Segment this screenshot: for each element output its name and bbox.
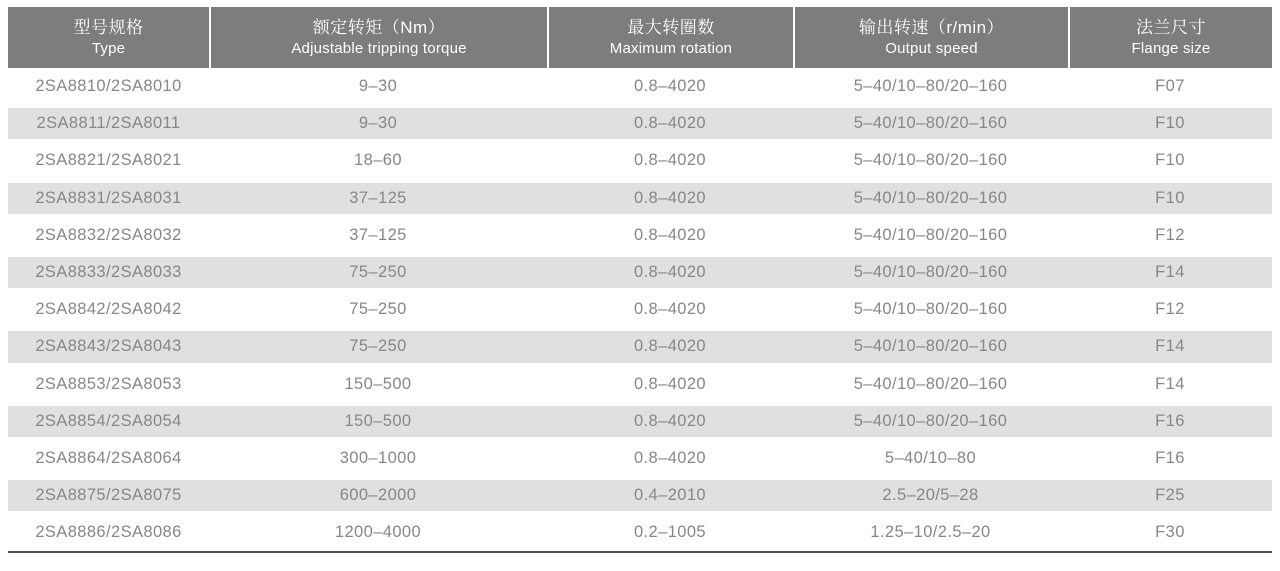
cell-speed: 5–40/10–80/20–160 <box>853 77 1008 96</box>
cell-torque: 9–30 <box>209 105 547 142</box>
cell-speed: 5–40/10–80/20–160 <box>793 105 1068 142</box>
cell-torque: 75–250 <box>349 300 407 319</box>
cell-type: 2SA8833/2SA8033 <box>8 254 209 291</box>
cell-rotation: 0.8–4020 <box>633 77 707 96</box>
cell-speed: 5–40/10–80/20–160 <box>793 328 1068 365</box>
cell-torque: 600–2000 <box>209 477 547 514</box>
cell-type: 2SA8886/2SA8086 <box>35 523 182 542</box>
table-row <box>8 366 1272 403</box>
cell-rotation: 0.8–4020 <box>633 225 707 244</box>
cell-torque: 37–125 <box>209 180 547 217</box>
header-speed <box>793 7 1068 68</box>
header-speed-zh: 输出转速（r/min） <box>858 17 1005 37</box>
table-row <box>8 291 1272 328</box>
cell-speed: 5–40/10–80/20–160 <box>853 300 1008 319</box>
cell-torque: 75–250 <box>209 328 547 365</box>
table-row <box>8 403 1272 440</box>
cell-torque: 75–250 <box>209 254 547 291</box>
table-row <box>8 254 1272 291</box>
cell-speed: 2.5–20/5–28 <box>793 477 1068 514</box>
cell-type: 2SA8843/2SA8043 <box>8 328 209 365</box>
table-row <box>8 68 1272 105</box>
cell-flange: F10 <box>1155 151 1185 170</box>
cell-type: 2SA8854/2SA8054 <box>8 403 209 440</box>
cell-flange: F14 <box>1068 328 1272 365</box>
header-type-en: Type <box>91 40 126 58</box>
specification-table <box>8 7 1272 553</box>
cell-rotation: 0.8–4020 <box>633 448 707 467</box>
cell-type: 2SA8831/2SA8031 <box>8 180 209 217</box>
table-header <box>8 7 1272 68</box>
header-flange <box>1068 7 1272 68</box>
cell-speed: 5–40/10–80/20–160 <box>853 151 1008 170</box>
table-row <box>8 142 1272 179</box>
cell-rotation: 0.8–4020 <box>547 105 793 142</box>
cell-speed: 1.25–10/2.5–20 <box>870 523 991 542</box>
cell-type: 2SA8811/2SA8011 <box>8 105 209 142</box>
cell-flange: F07 <box>1155 77 1185 96</box>
cell-speed: 5–40/10–80/20–160 <box>793 403 1068 440</box>
table-body <box>8 68 1272 551</box>
cell-rotation: 0.8–4020 <box>547 254 793 291</box>
cell-torque: 300–1000 <box>339 448 417 467</box>
table-row <box>8 477 1272 514</box>
cell-flange: F14 <box>1068 254 1272 291</box>
table-row <box>8 105 1272 142</box>
table-row <box>8 514 1272 551</box>
cell-torque: 150–500 <box>209 403 547 440</box>
cell-type: 2SA8853/2SA8053 <box>35 374 182 393</box>
header-row <box>8 7 1272 68</box>
header-type-zh: 型号规格 <box>73 17 144 37</box>
cell-rotation: 0.8–4020 <box>547 180 793 217</box>
cell-flange: F10 <box>1068 180 1272 217</box>
cell-torque: 1200–4000 <box>334 523 422 542</box>
cell-speed: 5–40/10–80/20–160 <box>793 180 1068 217</box>
cell-speed: 5–40/10–80/20–160 <box>853 374 1008 393</box>
cell-torque: 150–500 <box>344 374 412 393</box>
cell-type: 2SA8864/2SA8064 <box>35 448 182 467</box>
cell-flange: F16 <box>1068 403 1272 440</box>
header-rotation-zh: 最大转圈数 <box>627 17 715 37</box>
cell-flange: F30 <box>1155 523 1185 542</box>
cell-rotation: 0.8–4020 <box>633 300 707 319</box>
cell-flange: F14 <box>1155 374 1185 393</box>
table-row <box>8 180 1272 217</box>
cell-speed: 5–40/10–80/20–160 <box>793 254 1068 291</box>
cell-type: 2SA8832/2SA8032 <box>35 225 182 244</box>
cell-torque: 9–30 <box>358 77 398 96</box>
table-row <box>8 440 1272 477</box>
cell-rotation: 0.8–4020 <box>633 151 707 170</box>
header-flange-en: Flange size <box>1131 40 1211 58</box>
cell-torque: 18–60 <box>354 151 402 170</box>
cell-speed: 5–40/10–80 <box>884 448 977 467</box>
table-row <box>8 328 1272 365</box>
cell-flange: F12 <box>1155 300 1185 319</box>
cell-flange: F16 <box>1155 448 1185 467</box>
header-torque <box>209 7 547 68</box>
cell-flange: F25 <box>1068 477 1272 514</box>
cell-rotation: 0.8–4020 <box>547 328 793 365</box>
cell-speed: 5–40/10–80/20–160 <box>853 225 1008 244</box>
cell-type: 2SA8810/2SA8010 <box>35 77 182 96</box>
cell-torque: 37–125 <box>349 225 407 244</box>
header-type <box>8 7 209 68</box>
cell-type: 2SA8842/2SA8042 <box>35 300 182 319</box>
cell-rotation: 0.8–4020 <box>547 403 793 440</box>
header-speed-en: Output speed <box>885 40 978 58</box>
header-flange-zh: 法兰尺寸 <box>1136 17 1206 37</box>
cell-type: 2SA8821/2SA8021 <box>35 151 182 170</box>
header-rotation <box>547 7 793 68</box>
table-row <box>8 217 1272 254</box>
header-torque-zh: 额定转矩（Nm） <box>312 17 446 37</box>
cell-type: 2SA8875/2SA8075 <box>8 477 209 514</box>
cell-rotation: 0.2–1005 <box>633 523 707 542</box>
header-torque-en: Adjustable tripping torque <box>291 40 467 58</box>
cell-rotation: 0.4–2010 <box>547 477 793 514</box>
cell-flange: F10 <box>1068 105 1272 142</box>
header-rotation-en: Maximum rotation <box>609 40 733 58</box>
cell-flange: F12 <box>1155 225 1185 244</box>
cell-rotation: 0.8–4020 <box>633 374 707 393</box>
